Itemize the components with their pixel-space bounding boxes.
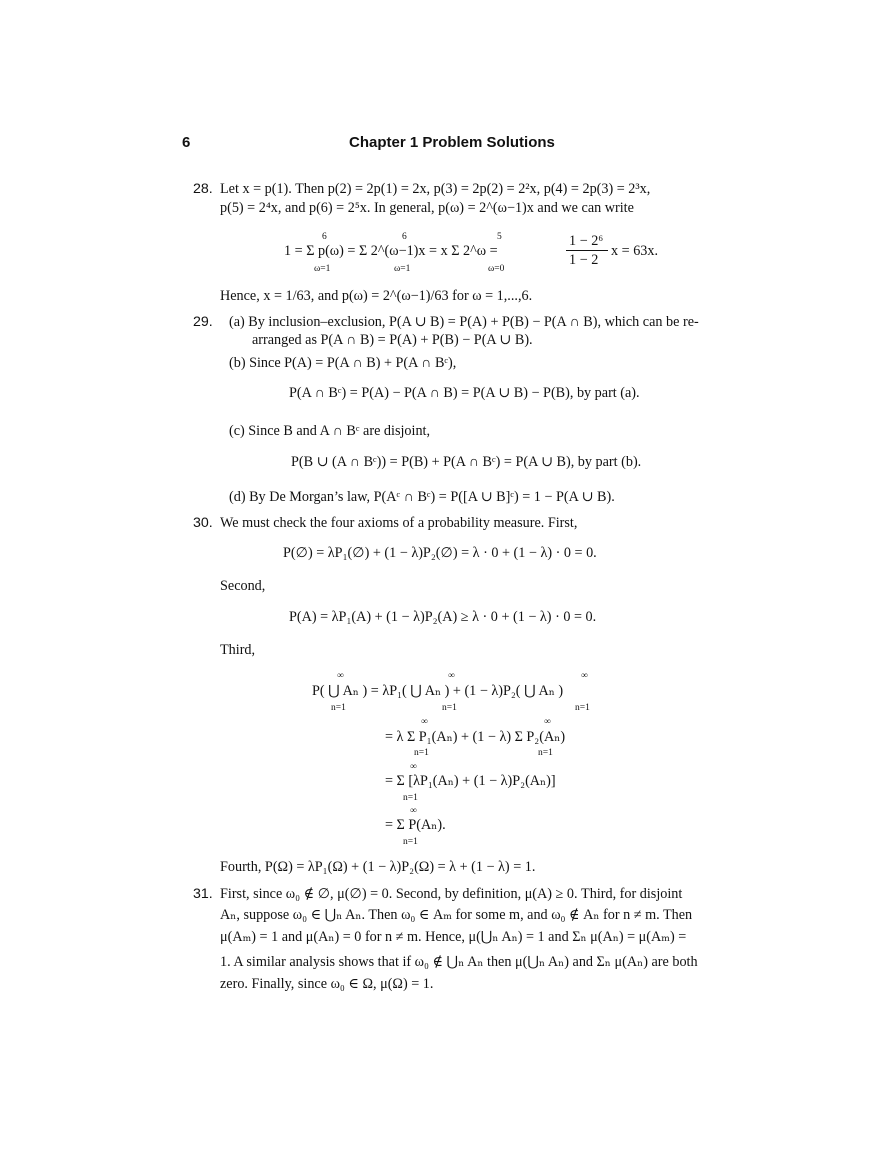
- eq30-union2-upper: ∞: [448, 671, 455, 681]
- eq30-union3-lower: n=1: [575, 703, 590, 713]
- problem-31-line2: Aₙ, suppose ω₀ ∈ ⋃ₙ Aₙ. Then ω₀ ∈ Aₘ for some m, and ω₀ ∉ Aₙ for n ≠ m. Then: [220, 907, 693, 923]
- problem-31-line5: zero. Finally, since ω₀ ∈ Ω, μ(Ω) = 1.: [220, 976, 434, 992]
- eq30-union3-upper: ∞: [581, 671, 588, 681]
- problem-30-equation-2: P(A) = λP₁(A) + (1 − λ)P₂(A) ≥ λ · 0 + (1 − λ) · 0 = 0.: [289, 609, 597, 625]
- eq30-sum2b-upper: ∞: [544, 717, 551, 727]
- eq28-sum2-lower: ω=1: [394, 264, 411, 274]
- eq30-union2-lower: n=1: [442, 703, 457, 713]
- eq28-sum2-upper: 6: [402, 232, 407, 242]
- eq30-sum2a-upper: ∞: [421, 717, 428, 727]
- problem-29-c-line1: (c) Since B and A ∩ Bᶜ are disjoint,: [229, 423, 431, 439]
- problem-30-fourth: Fourth, P(Ω) = λP₁(Ω) + (1 − λ)P₂(Ω) = λ + (1 − λ) = 1.: [220, 859, 536, 875]
- problem-30-number: 30.: [193, 515, 213, 531]
- eq28-sum1-upper: 6: [322, 232, 327, 242]
- problem-29-c-equation: P(B ∪ (A ∩ Bᶜ)) = P(B) + P(A ∩ Bᶜ) = P(A ∪ B), by part (b).: [291, 454, 642, 470]
- problem-28-number: 28.: [193, 181, 213, 197]
- eq30-sum4-upper: ∞: [410, 806, 417, 816]
- eq30-sum3-lower: n=1: [403, 793, 418, 803]
- problem-30-line-4: = Σ P(Aₙ).: [385, 817, 446, 833]
- problem-31-line1: First, since ω₀ ∉ ∅, μ(∅) = 0. Second, by definition, μ(A) ≥ 0. Third, for disjoint: [220, 886, 683, 902]
- problem-28-hence: Hence, x = 1/63, and p(ω) = 2^(ω−1)/63 for ω = 1,...,6.: [220, 288, 533, 304]
- eq30-sum2b-lower: n=1: [538, 748, 553, 758]
- eq28-sum3-lower: ω=0: [488, 264, 505, 274]
- problem-30-equation-1: P(∅) = λP₁(∅) + (1 − λ)P₂(∅) = λ · 0 + (1 − λ) · 0 = 0.: [283, 545, 597, 561]
- problem-29-d-line1: (d) By De Morgan’s law, P(Aᶜ ∩ Bᶜ) = P([A ∪ B]ᶜ) = 1 − P(A ∪ B).: [229, 489, 615, 505]
- eq28-sum3-upper: 5: [497, 232, 502, 242]
- problem-30-second: Second,: [220, 578, 266, 594]
- problem-28-line1: Let x = p(1). Then p(2) = 2p(1) = 2x, p(3) = 2p(2) = 2²x, p(4) = 2p(3) = 2³x,: [220, 181, 651, 197]
- problem-28-line2: p(5) = 2⁴x, and p(6) = 2⁵x. In general, p(ω) = 2^(ω−1)x and we can write: [220, 200, 634, 216]
- eq28-fraction-denominator: 1 − 2: [569, 252, 599, 268]
- eq28-fraction-numerator: 1 − 2⁶: [569, 233, 604, 249]
- page-number: 6: [182, 134, 191, 151]
- eq30-sum2a-lower: n=1: [414, 748, 429, 758]
- eq28-main: 1 = Σ p(ω) = Σ 2^(ω−1)x = x Σ 2^ω =: [284, 243, 498, 259]
- problem-29-a-line1: (a) By inclusion–exclusion, P(A ∪ B) = P(A) + P(B) − P(A ∩ B), which can be re-: [229, 314, 699, 330]
- problem-29-b-equation: P(A ∩ Bᶜ) = P(A) − P(A ∩ B) = P(A ∪ B) − P(B), by part (a).: [289, 385, 640, 401]
- running-header-title: Chapter 1 Problem Solutions: [349, 134, 555, 151]
- problem-30-line-2: = λ Σ P₁(Aₙ) + (1 − λ) Σ P₂(Aₙ): [385, 729, 566, 745]
- eq28-fraction-bar: [566, 250, 608, 251]
- problem-31-line4: 1. A similar analysis shows that if ω₀ ∉ ⋃ₙ Aₙ then μ(⋃ₙ Aₙ) and Σₙ μ(Aₙ) are both: [220, 954, 698, 970]
- problem-30-third: Third,: [220, 642, 256, 658]
- problem-29-b-line1: (b) Since P(A) = P(A ∩ B) + P(A ∩ Bᶜ),: [229, 355, 457, 371]
- eq30-union1-upper: ∞: [337, 671, 344, 681]
- problem-29-a-line2: arranged as P(A ∩ B) = P(A) + P(B) − P(A ∪ B).: [252, 332, 533, 348]
- problem-29-number: 29.: [193, 314, 213, 330]
- problem-31-line3: μ(Aₘ) = 1 and μ(Aₙ) = 0 for n ≠ m. Hence, μ(⋃ₙ Aₙ) = 1 and Σₙ μ(Aₙ) = μ(Aₘ) =: [220, 929, 687, 945]
- eq30-union1-lower: n=1: [331, 703, 346, 713]
- problem-30-line-3: = Σ [λP₁(Aₙ) + (1 − λ)P₂(Aₙ)]: [385, 773, 556, 789]
- eq28-sum1-lower: ω=1: [314, 264, 331, 274]
- eq30-sum4-lower: n=1: [403, 837, 418, 847]
- problem-31-number: 31.: [193, 886, 213, 902]
- problem-30-line-1: P( ⋃ Aₙ ) = λP₁( ⋃ Aₙ ) + (1 − λ)P₂( ⋃ Aₙ ): [312, 683, 564, 699]
- problem-30-intro: We must check the four axioms of a probability measure. First,: [220, 515, 578, 531]
- eq28-tail: x = 63x.: [611, 243, 659, 259]
- eq30-sum3-upper: ∞: [410, 762, 417, 772]
